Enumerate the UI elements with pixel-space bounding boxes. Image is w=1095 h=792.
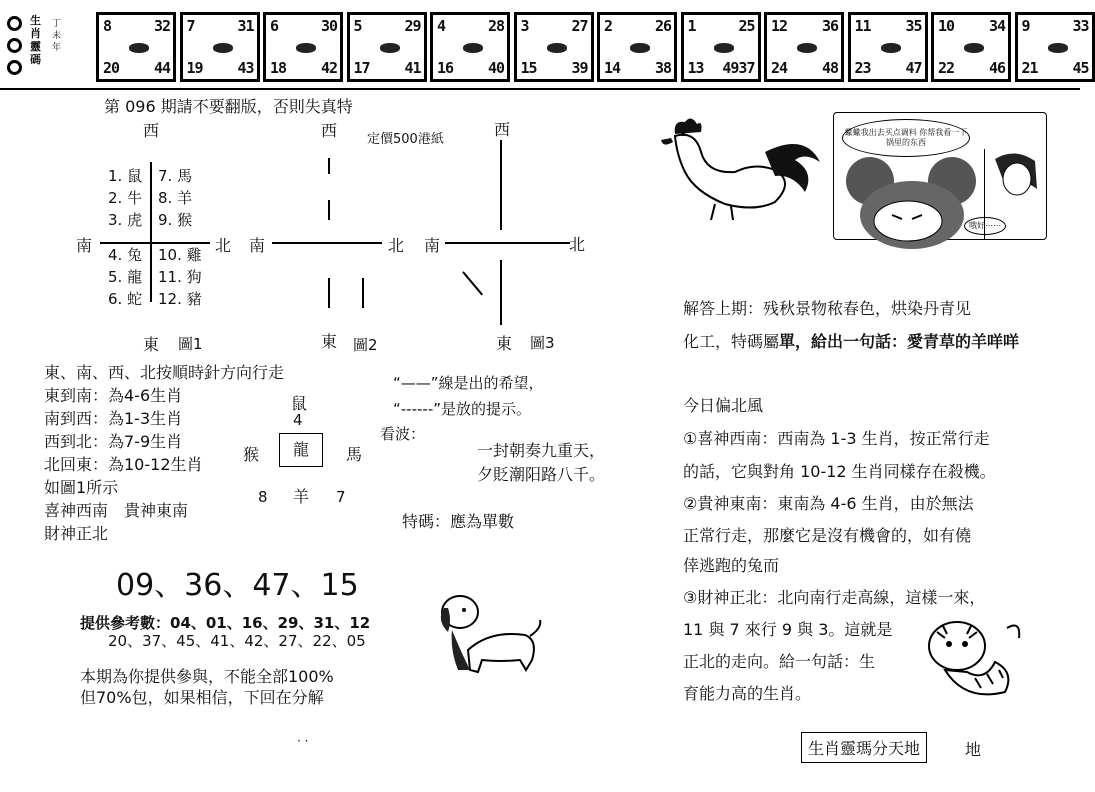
box-number: 18 [270, 59, 287, 77]
east-label: 東 [143, 335, 160, 354]
zodiac-number-box [681, 12, 761, 82]
cross-bottom-right-number: 7 [336, 488, 346, 506]
zodiac-number-box [848, 12, 928, 82]
header-title: 生 肖 靈 碼 [30, 14, 41, 66]
box-number: 23 [854, 59, 871, 77]
solid-line [328, 278, 330, 308]
east-label: 東 [496, 334, 513, 353]
box-number: 2 [604, 17, 613, 35]
zodiac-number-box [347, 12, 427, 82]
box-number: 7 [186, 17, 195, 35]
box-number: 15 [520, 59, 537, 77]
figure-label: 圖3 [530, 334, 555, 352]
zodiac-animal-icon [296, 43, 316, 53]
box-number: 39 [571, 59, 588, 77]
box-number: 19 [186, 59, 203, 77]
closing-line-1: 本期為你提供參與，不能全部100% [80, 667, 334, 686]
paragraph-3a: ③財神正北：北向南行走高線，這樣一來， [683, 588, 986, 607]
zodiac-number-box [430, 12, 510, 82]
zodiac-list-upper-right: 7. 馬 8. 羊 9. 猴 [158, 167, 193, 229]
box-number: 41 [404, 59, 421, 77]
featured-numbers: 09、36、47、15 [116, 568, 359, 603]
east-label: 東 [321, 332, 338, 351]
box-number: 1 [687, 17, 696, 35]
special-code-hint: 特碼：應為單數 [402, 512, 515, 531]
cross-center-box: 龍 [279, 433, 323, 467]
box-number: 4 [437, 17, 446, 35]
zodiac-animal-icon [964, 43, 984, 53]
ring-icon [7, 38, 22, 53]
comic-panel [833, 112, 1047, 240]
solid-line [328, 200, 330, 220]
box-number: 3 [520, 17, 529, 35]
box-number: 38 [654, 59, 671, 77]
zodiac-animal-icon [129, 43, 149, 53]
header-strip [0, 0, 1089, 90]
rules-list: 東、南、西、北按順時針方向行走 東到南：為4-6生肖 南到西：為1-3生肖 西到北：為7-9生肖 北回東：為10-12生肖 如圖1所示 喜神西南 貴神東南 財神正北 [44, 363, 285, 543]
footer-tail: 地 [965, 740, 982, 759]
box-number: 22 [938, 59, 955, 77]
zodiac-animal-icon [1048, 43, 1068, 53]
cross-top: 鼠 [291, 394, 308, 413]
box-number: 13 [687, 59, 704, 77]
price-label: 定價500港紙 [367, 132, 444, 147]
zodiac-number-box [180, 12, 260, 82]
answer-line-2: 化工，特碼屬單，給出一句話：愛青草的羊咩咩 [683, 332, 1020, 351]
box-number: 17 [353, 59, 370, 77]
paragraph-2b: 正常行走，那麼它是沒有機會的，如有僥 [683, 526, 972, 545]
zodiac-number-box [931, 12, 1011, 82]
dots: · · [297, 734, 309, 748]
solid-line [500, 140, 502, 230]
paragraph-1b: 的話，它與對角 10-12 生肖同樣存在殺機。 [683, 462, 996, 481]
west-label: 西 [321, 121, 338, 140]
cross-bottom-left-number: 8 [258, 488, 268, 506]
cross-right: 馬 [346, 445, 363, 464]
zodiac-animal-icon [881, 43, 901, 53]
box-number: 11 [854, 17, 871, 35]
girl-face [985, 149, 1045, 209]
zodiac-animal-icon [630, 43, 650, 53]
zodiac-number-box [1015, 12, 1095, 82]
answer-line-1: 解答上期：残秋景物秾春色，烘染丹青见 [683, 299, 972, 318]
reference-numbers-1: 提供參考數：04、01、16、29、31、12 [80, 614, 371, 632]
solid-line [328, 158, 330, 174]
box-number: 30 [320, 17, 337, 35]
box-number: 26 [654, 17, 671, 35]
zodiac-animal-icon [797, 43, 817, 53]
box-number: 28 [487, 17, 504, 35]
box-number: 4937 [722, 59, 755, 77]
paragraph-3b: 11 與 7 來行 9 與 3。這就是 [683, 620, 893, 639]
vertical-axis [150, 162, 152, 302]
ring-icon [7, 60, 22, 75]
cross-bottom: 羊 [293, 487, 310, 506]
tiger-illustration [915, 612, 1025, 704]
solid-line [362, 278, 364, 308]
box-number: 44 [153, 59, 170, 77]
horizontal-axis [445, 242, 570, 244]
rooster-illustration [655, 112, 825, 224]
box-number: 46 [988, 59, 1005, 77]
hint-dashed-line: “------”是放的提示。 [393, 400, 532, 418]
box-number: 29 [404, 17, 421, 35]
reply-bubble: 哦好⋯⋯ [964, 217, 1006, 235]
north-label: 北 [569, 235, 586, 254]
south-label: 南 [76, 236, 93, 255]
zodiac-list-lower-left: 4. 兔 5. 龍 6. 蛇 [108, 246, 143, 308]
box-number: 32 [153, 17, 170, 35]
closing-line-2: 但70%包，如果相信，下回在分解 [80, 688, 324, 707]
box-number: 5 [353, 17, 362, 35]
box-number: 31 [237, 17, 254, 35]
dog-illustration [430, 590, 545, 675]
zodiac-number-box [764, 12, 844, 82]
box-number: 20 [103, 59, 120, 77]
wind-direction: 今日偏北風 [683, 396, 764, 415]
poem-line-1: 一封朝奏九重天， [477, 441, 606, 460]
footer-title-box: 生肖靈瑪分天地 [801, 732, 927, 763]
cross-left: 猴 [243, 445, 260, 464]
zodiac-animal-icon [213, 43, 233, 53]
box-number: 6 [270, 17, 279, 35]
box-number: 25 [738, 17, 755, 35]
zodiac-number-box [597, 12, 677, 82]
zodiac-list-upper-left: 1. 鼠 2. 牛 3. 虎 [108, 167, 143, 229]
header-divider [0, 88, 1080, 90]
speech-bubble: 蠍蠍我出去买点调料 你帮我看一下锅里的东西 [842, 119, 970, 157]
zodiac-animal-icon [380, 43, 400, 53]
box-number: 16 [437, 59, 454, 77]
box-number: 27 [571, 17, 588, 35]
figure-label: 圖1 [178, 335, 203, 353]
west-label: 西 [143, 121, 160, 140]
cross-top-number: 4 [293, 411, 303, 429]
box-number: 45 [1072, 59, 1089, 77]
header-year: 丁 未 年 [52, 19, 62, 53]
ring-icon [7, 16, 22, 31]
diagonal-line [462, 272, 482, 296]
figure-label: 圖2 [353, 336, 378, 354]
box-number: 21 [1021, 59, 1038, 77]
zodiac-number-box [514, 12, 594, 82]
paragraph-3c: 正北的走向。給一句話：生 [683, 652, 876, 671]
box-number: 14 [604, 59, 621, 77]
box-number: 34 [988, 17, 1005, 35]
north-label: 北 [215, 236, 232, 255]
box-number: 9 [1021, 17, 1030, 35]
solid-line [500, 260, 502, 325]
kanbo-label: 看波： [380, 425, 426, 443]
zodiac-animal-icon [547, 43, 567, 53]
horizontal-axis [272, 242, 382, 244]
box-number: 24 [771, 59, 788, 77]
paragraph-2c: 倖逃跑的兔而 [683, 556, 780, 575]
zodiac-animal-icon [714, 43, 734, 53]
box-number: 33 [1072, 17, 1089, 35]
box-number: 35 [905, 17, 922, 35]
box-number: 36 [821, 17, 838, 35]
box-number: 12 [771, 17, 788, 35]
paragraph-3d: 育能力高的生肖。 [683, 684, 812, 703]
south-label: 南 [424, 236, 441, 255]
reference-numbers-2: 20、37、45、41、42、27、22、05 [108, 632, 366, 650]
north-label: 北 [388, 236, 405, 255]
box-number: 8 [103, 17, 112, 35]
box-number: 42 [320, 59, 337, 77]
poem-line-2: 夕貶潮阳路八千。 [477, 465, 606, 484]
box-number: 40 [487, 59, 504, 77]
box-number: 43 [237, 59, 254, 77]
paragraph-1a: ①喜神西南：西南為 1-3 生肖，按正常行走 [683, 429, 990, 448]
box-number: 48 [821, 59, 838, 77]
zodiac-number-box [263, 12, 343, 82]
south-label: 南 [249, 236, 266, 255]
zodiac-number-box [96, 12, 176, 82]
box-number: 10 [938, 17, 955, 35]
zodiac-list-lower-right: 10. 雞 11. 狗 12. 豬 [158, 246, 202, 308]
hint-solid-line: “——”線是出的希望， [393, 374, 544, 392]
copy-notice: 第 096 期請不要翻版，否則失真特 [104, 97, 353, 116]
west-label: 西 [494, 120, 511, 139]
paragraph-2a: ②貴神東南：東南為 4-6 生肖，由於無法 [683, 494, 974, 513]
zodiac-animal-icon [463, 43, 483, 53]
box-number: 47 [905, 59, 922, 77]
